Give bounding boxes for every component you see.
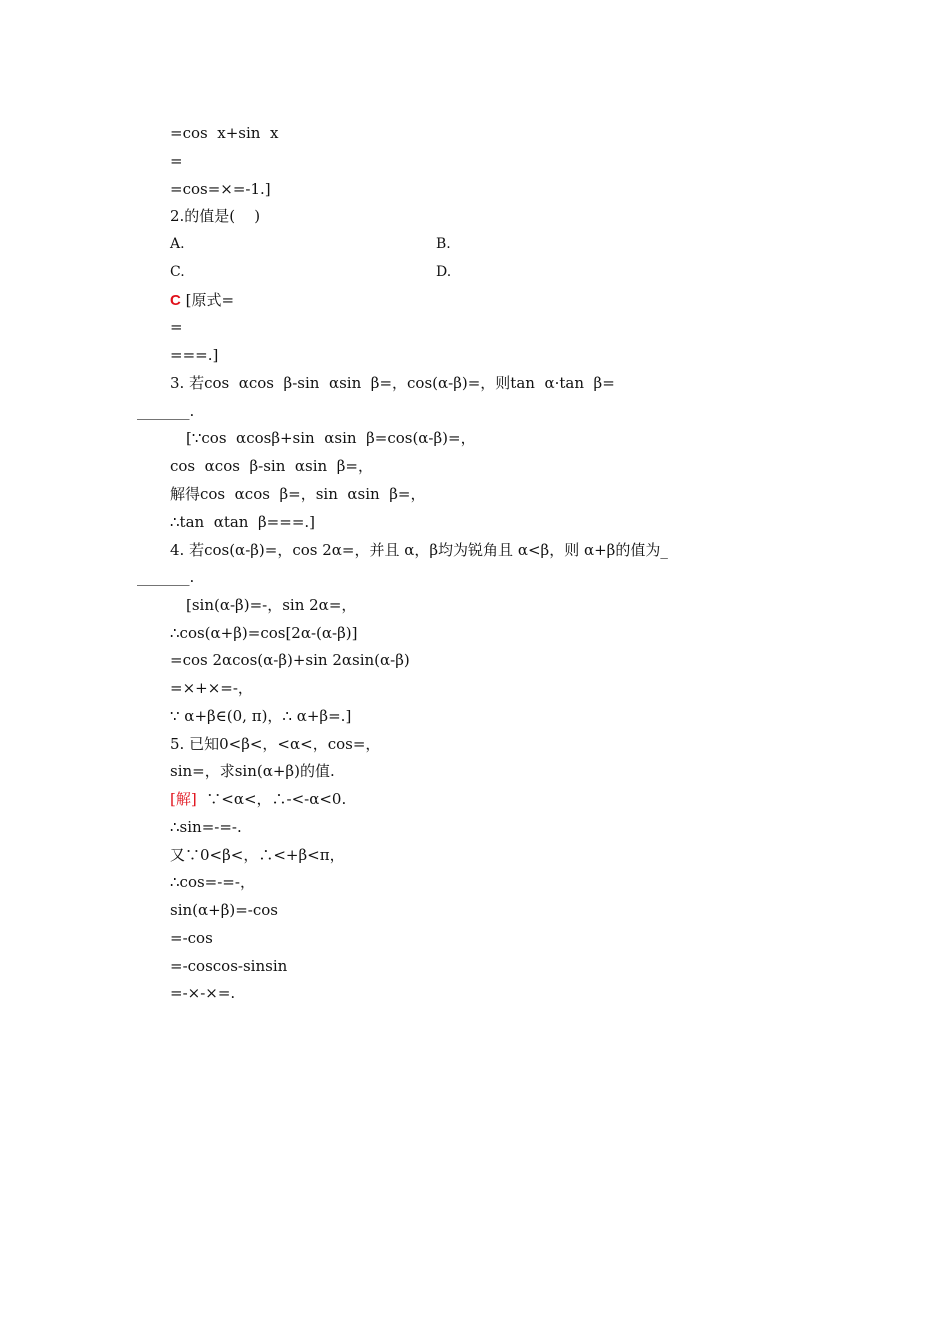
answer-tag: C	[170, 292, 181, 309]
solution-line: ∴sin=-=-.	[170, 818, 242, 836]
solution-line: 解得cos αcos β=，sin αsin β=，	[170, 485, 426, 503]
answer-text: [原式=	[180, 291, 235, 309]
question-5: 5. 已知0<β<，<α<，cos=，	[170, 735, 381, 753]
solution-line: [∵cos αcosβ+sin αsin β=cos(α-β)=，	[186, 429, 476, 447]
solution-start	[170, 785, 346, 813]
solution-line: =×+×=-，	[170, 679, 253, 697]
solution-line: sin(α+β)=-cos	[170, 901, 278, 919]
solution-text: ∵<α<，∴-<-α<0.	[196, 790, 347, 808]
solution-line: cos αcos β-sin αsin β=，	[170, 457, 373, 475]
solution-line: 又∵0<β<，∴<+β<π，	[170, 846, 345, 864]
solution-line: =cos=×=-1.]	[170, 180, 271, 198]
solution-line: =-×-×=.	[170, 984, 236, 1002]
question-3-blank: _______.	[137, 402, 195, 420]
solution-line: =	[170, 318, 183, 336]
answer-line	[170, 286, 234, 314]
solution-line: ∴cos=-=-，	[170, 873, 255, 891]
option-b: B.	[436, 236, 451, 252]
solution-line: [sin(α-β)=-，sin 2α=，	[186, 596, 357, 614]
question-3: 3. 若cos αcos β-sin αsin β=，cos(α-β)=，则tan α·tan β=	[170, 374, 615, 392]
solution-line: =-coscos-sinsin	[170, 957, 288, 975]
option-a: A.	[170, 236, 185, 252]
solution-line: ∴tan αtan β===.]	[170, 513, 316, 531]
question-2: 2.的值是( )	[170, 207, 261, 225]
question-5-cont: sin=，求sin(α+β)的值.	[170, 762, 335, 780]
question-4: 4. 若cos(α-β)=，cos 2α=，并且 α，β均为锐角且 α<β，则 α+β的值为_	[170, 541, 668, 559]
solution-line: =	[170, 152, 183, 170]
solution-line: ∴cos(α+β)=cos[2α-(α-β)]	[170, 624, 358, 642]
option-d: D.	[436, 264, 452, 280]
solution-line: =-cos	[170, 929, 213, 947]
question-4-blank: _______.	[137, 568, 195, 586]
solution-tag: [解]	[170, 790, 197, 808]
option-c: C.	[170, 264, 185, 280]
solution-line: ===.]	[170, 346, 219, 364]
solution-line: ∵ α+β∈(0, π)，∴ α+β=.]	[170, 707, 352, 725]
solution-line: =cos 2αcos(α-β)+sin 2αsin(α-β)	[170, 651, 410, 669]
solution-line: =cos x+sin x	[170, 124, 279, 142]
